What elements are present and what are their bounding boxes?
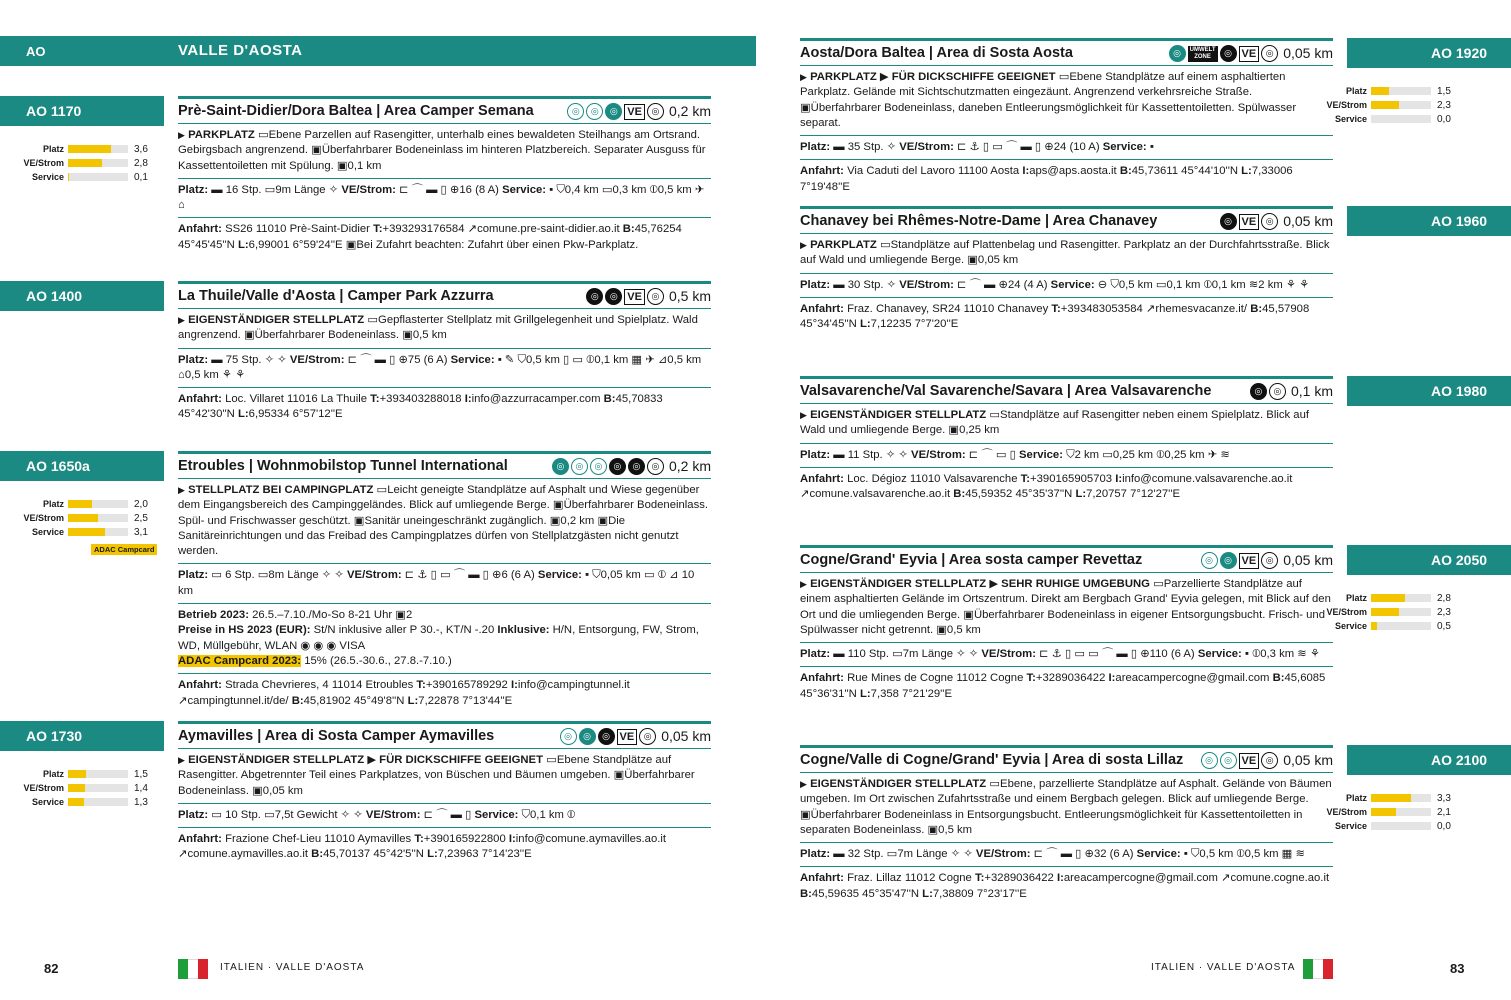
rating-value: 2,8	[1437, 592, 1451, 604]
rating-label: Service	[1334, 821, 1367, 831]
feature-icons	[1250, 383, 1333, 400]
entry-title: Aymavilles | Area di Sosta Camper Aymavilles	[178, 727, 495, 744]
feature-icons	[1169, 45, 1333, 62]
entry-directions: Anfahrt: Frazione Chef-Lieu 11010 Aymavilles T:+390165922800 I:info@comune.aymavilles.ao.it ↗comune.aymavilles.ao.it B:45,70137 45°42'5''N L:7,23963 7°14'23''E	[178, 833, 667, 861]
section-tab: AO 2100	[1347, 745, 1511, 775]
feature-icon: ◎	[1261, 752, 1278, 769]
feature-icons	[1201, 752, 1334, 769]
page-number-right: 83	[1450, 961, 1465, 976]
rating-label: Platz	[42, 499, 64, 509]
ve-icon: VE	[1239, 553, 1260, 569]
feature-icon: ◎	[1201, 752, 1218, 769]
feature-icon: ◎	[1269, 383, 1286, 400]
feature-icon: ◎	[586, 288, 603, 305]
rating-bar	[68, 500, 128, 508]
rating-bar	[1371, 87, 1431, 95]
entry-title: Valsavarenche/Val Savarenche/Savara | Area Valsavarenche	[800, 382, 1212, 399]
entry-directions: Anfahrt: Strada Chevrieres, 4 11014 Etroubles T:+390165789292 I:info@campingtunnel.it ↗campingtunnel.it/de/ B:45,81902 45°49'8''N L:7,22878 7°13'44''E	[178, 679, 630, 707]
center-distance: 0,05 km	[1283, 551, 1333, 568]
rating-value: 1,3	[134, 796, 148, 808]
feature-icon: ◎	[647, 458, 664, 475]
ve-icon: VE	[624, 289, 645, 305]
entry-facilities: Platz: ▬ 75 Stp. ✧ ✧ VE/Strom: ⊏ ⌒ ▬ ▯ ⊕75 (6 A) Service: ▪ ✎ ⛉0,5 km ▯ ▭ ⦶0,1 km ▦ ✈ ⊿0,5 km ⌂0,5 km ⚘ ⚘	[178, 349, 711, 389]
rating-label: Service	[31, 527, 64, 537]
rating-value: 0,5	[1437, 620, 1451, 632]
center-distance: 0,5 km	[668, 287, 711, 304]
center-distance: 0,05 km	[1283, 751, 1333, 768]
feature-icon: ◎	[1220, 213, 1237, 230]
rating-bar	[68, 784, 128, 792]
section-tab: AO 1170	[0, 96, 164, 126]
rating-value: 2,5	[134, 512, 148, 524]
center-distance: 0,05 km	[1283, 212, 1333, 229]
entry-description: ▶ EIGENSTÄNDIGER STELLPLATZ ▭Standplätze auf Rasengitter neben einem Spielplatz. Blick auf Wald und umliegende Berge. ▣0,25 km	[800, 404, 1333, 444]
center-distance: 0,05 km	[661, 727, 711, 744]
feature-icon: ◎	[1201, 552, 1218, 569]
feature-icons	[586, 288, 711, 305]
rating-value: 3,1	[134, 526, 148, 538]
feature-icon: ◎	[609, 458, 626, 475]
entry-header	[178, 721, 711, 749]
site-entry	[800, 38, 1333, 199]
entry-header	[178, 451, 711, 479]
section-tab: AO 1920	[1347, 38, 1511, 68]
rating-label: VE/Strom	[1326, 100, 1367, 110]
umweltzone-icon: UMWELT ZONE	[1189, 46, 1216, 60]
feature-icon: ◎	[1250, 383, 1267, 400]
ve-icon: VE	[1239, 214, 1260, 230]
feature-icon: ◎	[1220, 552, 1237, 569]
rating-value: 2,3	[1437, 606, 1451, 618]
entry-description: ▶ EIGENSTÄNDIGER STELLPLATZ ▭Gepflasterter Stellplatz mit Grillgelegenheit und Spielplatz. Wald angrenzend. ▣Überfahrbarer Bodeneinlass. ▣0,5 km	[178, 309, 711, 349]
entry-header	[800, 376, 1333, 404]
rating-label: Service	[1334, 114, 1367, 124]
entry-title: Chanavey bei Rhêmes-Notre-Dame | Area Chanavey	[800, 212, 1158, 229]
rating-value: 0,0	[1437, 820, 1451, 832]
entry-facilities: Platz: ▬ 16 Stp. ▭9m Länge ✧ VE/Strom: ⊏ ⌒ ▬ ▯ ⊕16 (8 A) Service: ▪ ⛉0,4 km ▭0,3 km ⦶0,5 km ✈ ⌂	[178, 179, 711, 219]
rating-block	[0, 142, 154, 184]
site-entry	[800, 545, 1333, 706]
rating-value: 3,6	[134, 143, 148, 155]
rating-bar	[1371, 101, 1431, 109]
rating-block	[0, 497, 154, 539]
rating-value: 0,1	[134, 171, 148, 183]
feature-icons	[560, 728, 712, 745]
rating-bar	[68, 173, 128, 181]
section-tab: AO 1400	[0, 281, 164, 311]
entry-title: Prè-Saint-Didier/Dora Baltea | Area Camper Semana	[178, 102, 534, 119]
rating-value: 1,5	[1437, 85, 1451, 97]
center-distance: 0,2 km	[668, 457, 711, 474]
entry-facilities: Platz: ▬ 11 Stp. ✧ ✧ VE/Strom: ⊏ ⌒ ▭ ▯ Service: ⛉2 km ▭0,25 km ⦶0,25 km ✈ ≋	[800, 444, 1333, 468]
feature-icon: ◎	[647, 103, 664, 120]
entry-description: ▶ PARKPLATZ ▶ FÜR DICKSCHIFFE GEEIGNET ▭Ebene Standplätze auf einem asphaltierten Parkplatz. Gelände mit Sichtschutzmatten eingezäunt. Angrenzend verkehrsreiche Straße. ▣Überfahrbarer Bodeneinlass, daneben Entleerungsmöglichkeit für Kassettentoiletten. Spülwasser separat.	[800, 66, 1333, 136]
feature-icon: ◎	[605, 103, 622, 120]
rating-value: 2,1	[1437, 806, 1451, 818]
feature-icon: ◎	[1169, 45, 1186, 62]
region-header	[0, 36, 756, 66]
section-tab: AO 1980	[1347, 376, 1511, 406]
entry-header	[178, 281, 711, 309]
italy-flag-icon	[1303, 959, 1333, 979]
running-head-left: ITALIEN · VALLE D'AOSTA	[220, 962, 365, 973]
entry-facilities: Platz: ▬ 35 Stp. ✧ VE/Strom: ⊏ ⚓ ▯ ▭ ⌒ ▬ ▯ ⊕24 (10 A) Service: ▪	[800, 136, 1333, 160]
rating-bar	[1371, 115, 1431, 123]
rating-label: Service	[31, 797, 64, 807]
entry-header	[800, 545, 1333, 573]
entry-directions: Anfahrt: Loc. Dégioz 11010 Valsavarenche T:+390165905703 I:info@comune.valsavarenche.ao.it ↗comune.valsavarenche.ao.it B:45,59352 45°35'37''N L:7,20757 7°12'27''E	[800, 472, 1293, 501]
rating-value: 1,5	[134, 768, 148, 780]
site-entry	[800, 206, 1333, 336]
site-entry	[800, 745, 1333, 906]
rating-bar	[68, 770, 128, 778]
entry-directions: Anfahrt: Loc. Villaret 11016 La Thuile T:+393403288018 I:info@azzurracamper.com B:45,70833 45°42'30''N L:6,95334 6°57'12''E	[178, 393, 663, 421]
feature-icon: ◎	[567, 103, 584, 120]
entry-directions: Anfahrt: Fraz. Chanavey, SR24 11010 Chanavey T:+393483053584 ↗rhemesvacanze.it/ B:45,57908 45°34'45''N L:7,12235 7°7'20''E	[800, 302, 1310, 331]
feature-icon: ◎	[571, 458, 588, 475]
rating-value: 2,3	[1437, 99, 1451, 111]
entry-title: Cogne/Valle di Cogne/Grand' Eyvia | Area di sosta Lillaz	[800, 751, 1184, 768]
entry-facilities: Platz: ▬ 30 Stp. ✧ VE/Strom: ⊏ ⌒ ▬ ⊕24 (4 A) Service: ⊖ ⛉0,5 km ▭0,1 km ⦶0,1 km ≋2 km ⚘ ⚘	[800, 274, 1333, 298]
rating-label: VE/Strom	[23, 513, 64, 523]
feature-icon: ◎	[590, 458, 607, 475]
feature-icon: ◎	[1261, 45, 1278, 62]
rating-bar	[1371, 808, 1431, 816]
rating-bar	[1371, 794, 1431, 802]
feature-icons	[1220, 213, 1334, 230]
entry-description: ▶ EIGENSTÄNDIGER STELLPLATZ ▭Ebene, parzellierte Standplätze auf Asphalt. Gelände von Bäumen umgeben. Im Ort zwischen Zufahrtsstraße und einem Bergbach gelegen. Blick auf umliegende Berge. ▣Überfahrbarer Bodeneinlass in Entsorgungsbucht. Entleerungsmöglichkeit für Kassettentoiletten in separaten Bodeneinlass. ▣0,5 km	[800, 773, 1333, 843]
entry-header	[178, 96, 711, 124]
rating-bar	[1371, 608, 1431, 616]
entry-facilities: Platz: ▬ 32 Stp. ▭7m Länge ✧ ✧ VE/Strom: ⊏ ⌒ ▬ ▯ ⊕32 (6 A) Service: ▪ ⛉0,5 km ⦶0,5 km ▦ ≋	[800, 843, 1333, 867]
feature-icon: ◎	[639, 728, 656, 745]
adac-campcard-badge: ADAC Campcard	[91, 544, 157, 555]
site-entry	[178, 96, 711, 257]
feature-icon: ◎	[647, 288, 664, 305]
rating-label: Platz	[1345, 793, 1367, 803]
rating-value: 2,8	[134, 157, 148, 169]
rating-label: VE/Strom	[1326, 807, 1367, 817]
page-number-left: 82	[44, 961, 59, 976]
region-name: VALLE D'AOSTA	[178, 42, 303, 59]
entry-facilities: Platz: ▭ 6 Stp. ▭8m Länge ✧ ✧ VE/Strom: ⊏ ⚓ ▯ ▭ ⌒ ▬ ▯ ⊕6 (6 A) Service: ▪ ⛉0,05 km ▭ ⦶ ⊿ 10 km	[178, 564, 711, 604]
rating-block	[0, 767, 154, 809]
rating-label: VE/Strom	[23, 158, 64, 168]
entry-directions: Anfahrt: Fraz. Lillaz 11012 Cogne T:+3289036422 I:areacampercogne@gmail.com ↗comune.cogne.ao.it B:45,59635 45°35'47''N L:7,38809 7°23'17''E	[800, 872, 1330, 900]
site-entry	[178, 721, 711, 867]
rating-label: VE/Strom	[23, 783, 64, 793]
feature-icon: ◎	[552, 458, 569, 475]
rating-bar	[68, 145, 128, 153]
entry-description: ▶ EIGENSTÄNDIGER STELLPLATZ ▶ FÜR DICKSCHIFFE GEEIGNET ▭Ebene Standplätze auf Rasengitter. Abgetrennter Teil eines Parkplatzes, von Büschen und Bäumen umgeben. ▣Überfahrbarer Bodeneinlass. ▣0,05 km	[178, 749, 711, 804]
rating-bar	[1371, 822, 1431, 830]
entry-header	[800, 38, 1333, 66]
entry-description: ▶ STELLPLATZ BEI CAMPINGPLATZ ▭Leicht geneigte Standplätze auf Asphalt und Wiese gegenüber dem Eingangsbereich des Campinggeländes. Blick auf umliegende Berge. ▣Überfahrbarer Bodeneinlass. Spül- und Frischwasser geschützt. ▣Sanitär uneingeschränkt zugänglich. ▣0,2 km ▣Die Sanitäreinrichtungen und das Freibad des Campingplatzes dürfen von Stellplatzgästen nicht genutzt werden.	[178, 479, 711, 564]
site-entry	[800, 376, 1333, 506]
rating-bar	[68, 159, 128, 167]
rating-value: 3,3	[1437, 792, 1451, 804]
ve-icon: VE	[624, 104, 645, 120]
section-tab: AO 1730	[0, 721, 164, 751]
center-distance: 0,05 km	[1283, 44, 1333, 61]
center-distance: 0,1 km	[1290, 382, 1333, 399]
entry-title: Aosta/Dora Baltea | Area di Sosta Aosta	[800, 44, 1073, 61]
rating-label: Service	[31, 172, 64, 182]
feature-icon: ◎	[605, 288, 622, 305]
rating-value: 2,0	[134, 498, 148, 510]
entry-description: ▶ PARKPLATZ ▭Standplätze auf Plattenbelag und Rasengitter. Parkplatz an der Durchfahrtsstraße. Blick auf Wald und umliegende Berge. ▣0,05 km	[800, 234, 1333, 274]
ve-icon: VE	[1239, 46, 1260, 62]
entry-facilities: Platz: ▬ 110 Stp. ▭7m Länge ✧ ✧ VE/Strom: ⊏ ⚓ ▯ ▭ ▭ ⌒ ▬ ▯ ⊕110 (6 A) Service: ▪ ⦶0,3 km ≋ ⚘	[800, 643, 1333, 667]
entry-description: ▶ EIGENSTÄNDIGER STELLPLATZ ▶ SEHR RUHIGE UMGEBUNG ▭Parzellierte Standplätze auf einem asphaltierten Gelände im Ortszentrum. Direkt am Bergbach Grand' Eyvia gelegen, mit Blick auf den Ort und die umliegenden Berge. ▣Überfahrbarer Bodeneinlass in eigener Entsorgungsbucht. Frisch- und Spülwasser nicht getrennt. ▣0,5 km	[800, 573, 1333, 643]
entry-directions: Anfahrt: SS26 11010 Prè-Saint-Didier T:+393293176584 ↗comune.pre-saint-didier.ao.it B:45,76254 45°45'45''N L:6,99001 6°59'24''E ▣Bei Zufahrt beachten: Zufahrt über einen Pkw-Parkplatz.	[178, 223, 682, 251]
ve-icon: VE	[1239, 753, 1260, 769]
rating-bar	[68, 798, 128, 806]
entry-header	[800, 206, 1333, 234]
feature-icons	[567, 103, 711, 120]
center-distance: 0,2 km	[668, 102, 711, 119]
feature-icon: ◎	[1220, 752, 1237, 769]
entry-directions: Anfahrt: Via Caduti del Lavoro 11100 Aosta I:aps@aps.aosta.it B:45,73611 45°44'10''N L:7,33006 7°19'48''E	[800, 165, 1293, 193]
italy-flag-icon	[178, 959, 208, 979]
feature-icon: ◎	[628, 458, 645, 475]
section-tab: AO 1650a	[0, 451, 164, 481]
site-entry	[178, 451, 711, 713]
feature-icon: ◎	[598, 728, 615, 745]
rating-bar	[68, 514, 128, 522]
entry-header	[800, 745, 1333, 773]
section-tab: AO 1960	[1347, 206, 1511, 236]
feature-icon: ◎	[1261, 552, 1278, 569]
region-code: AO	[26, 44, 46, 59]
rating-bar	[1371, 594, 1431, 602]
rating-label: VE/Strom	[1326, 607, 1367, 617]
feature-icons	[552, 458, 711, 475]
entry-title: Etroubles | Wohnmobilstop Tunnel International	[178, 457, 508, 474]
feature-icon: ◎	[1261, 213, 1278, 230]
feature-icons	[1201, 552, 1334, 569]
feature-icon: ◎	[586, 103, 603, 120]
entry-description: ▶ PARKPLATZ ▭Ebene Parzellen auf Rasengitter, unterhalb eines bewaldeten Steilhangs am Ortsrand. Gebirgsbach angrenzend. ▣Überfahrbarer Bodeneinlass im hinteren Platzbereich. Separater Ausguss für Kassettentoiletten mit Spülung. ▣0,1 km	[178, 124, 711, 179]
rating-value: 1,4	[134, 782, 148, 794]
site-entry	[178, 281, 711, 427]
entry-title: Cogne/Grand' Eyvia | Area sosta camper Revettaz	[800, 551, 1143, 568]
rating-label: Platz	[1345, 86, 1367, 96]
rating-bar	[68, 528, 128, 536]
feature-icon: ◎	[1220, 45, 1237, 62]
rating-value: 0,0	[1437, 113, 1451, 125]
rating-label: Service	[1334, 621, 1367, 631]
feature-icon: ◎	[560, 728, 577, 745]
rating-bar	[1371, 622, 1431, 630]
feature-icon: ◎	[579, 728, 596, 745]
entry-prices: Betrieb 2023: 26.5.–7.10./Mo-So 8-21 Uhr ▣2 Preise in HS 2023 (EUR): St/N inklusive aller P 30.-, KT/N -.20 Inklusive: H/N, Entsorgung, FW, Strom, WD, Müllgebühr, WLAN ◉ ◉ ◉ VISA ADAC Campcard 2023: 15% (26.5.-30.6., 27.8.-7.10.)	[178, 604, 711, 674]
entry-facilities: Platz: ▭ 10 Stp. ▭7,5t Gewicht ✧ ✧ VE/Strom: ⊏ ⌒ ▬ ▯ Service: ⛉0,1 km ⦶	[178, 804, 711, 828]
entry-title: La Thuile/Valle d'Aosta | Camper Park Azzurra	[178, 287, 494, 304]
ve-icon: VE	[617, 729, 638, 745]
rating-label: Platz	[42, 144, 64, 154]
rating-label: Platz	[42, 769, 64, 779]
running-head-right: ITALIEN · VALLE D'AOSTA	[1151, 962, 1296, 973]
section-tab: AO 2050	[1347, 545, 1511, 575]
entry-directions: Anfahrt: Rue Mines de Cogne 11012 Cogne T:+3289036422 I:areacampercogne@gmail.com B:45,6085 45°36'31''N L:7,358 7°21'29''E	[800, 672, 1326, 700]
rating-label: Platz	[1345, 593, 1367, 603]
